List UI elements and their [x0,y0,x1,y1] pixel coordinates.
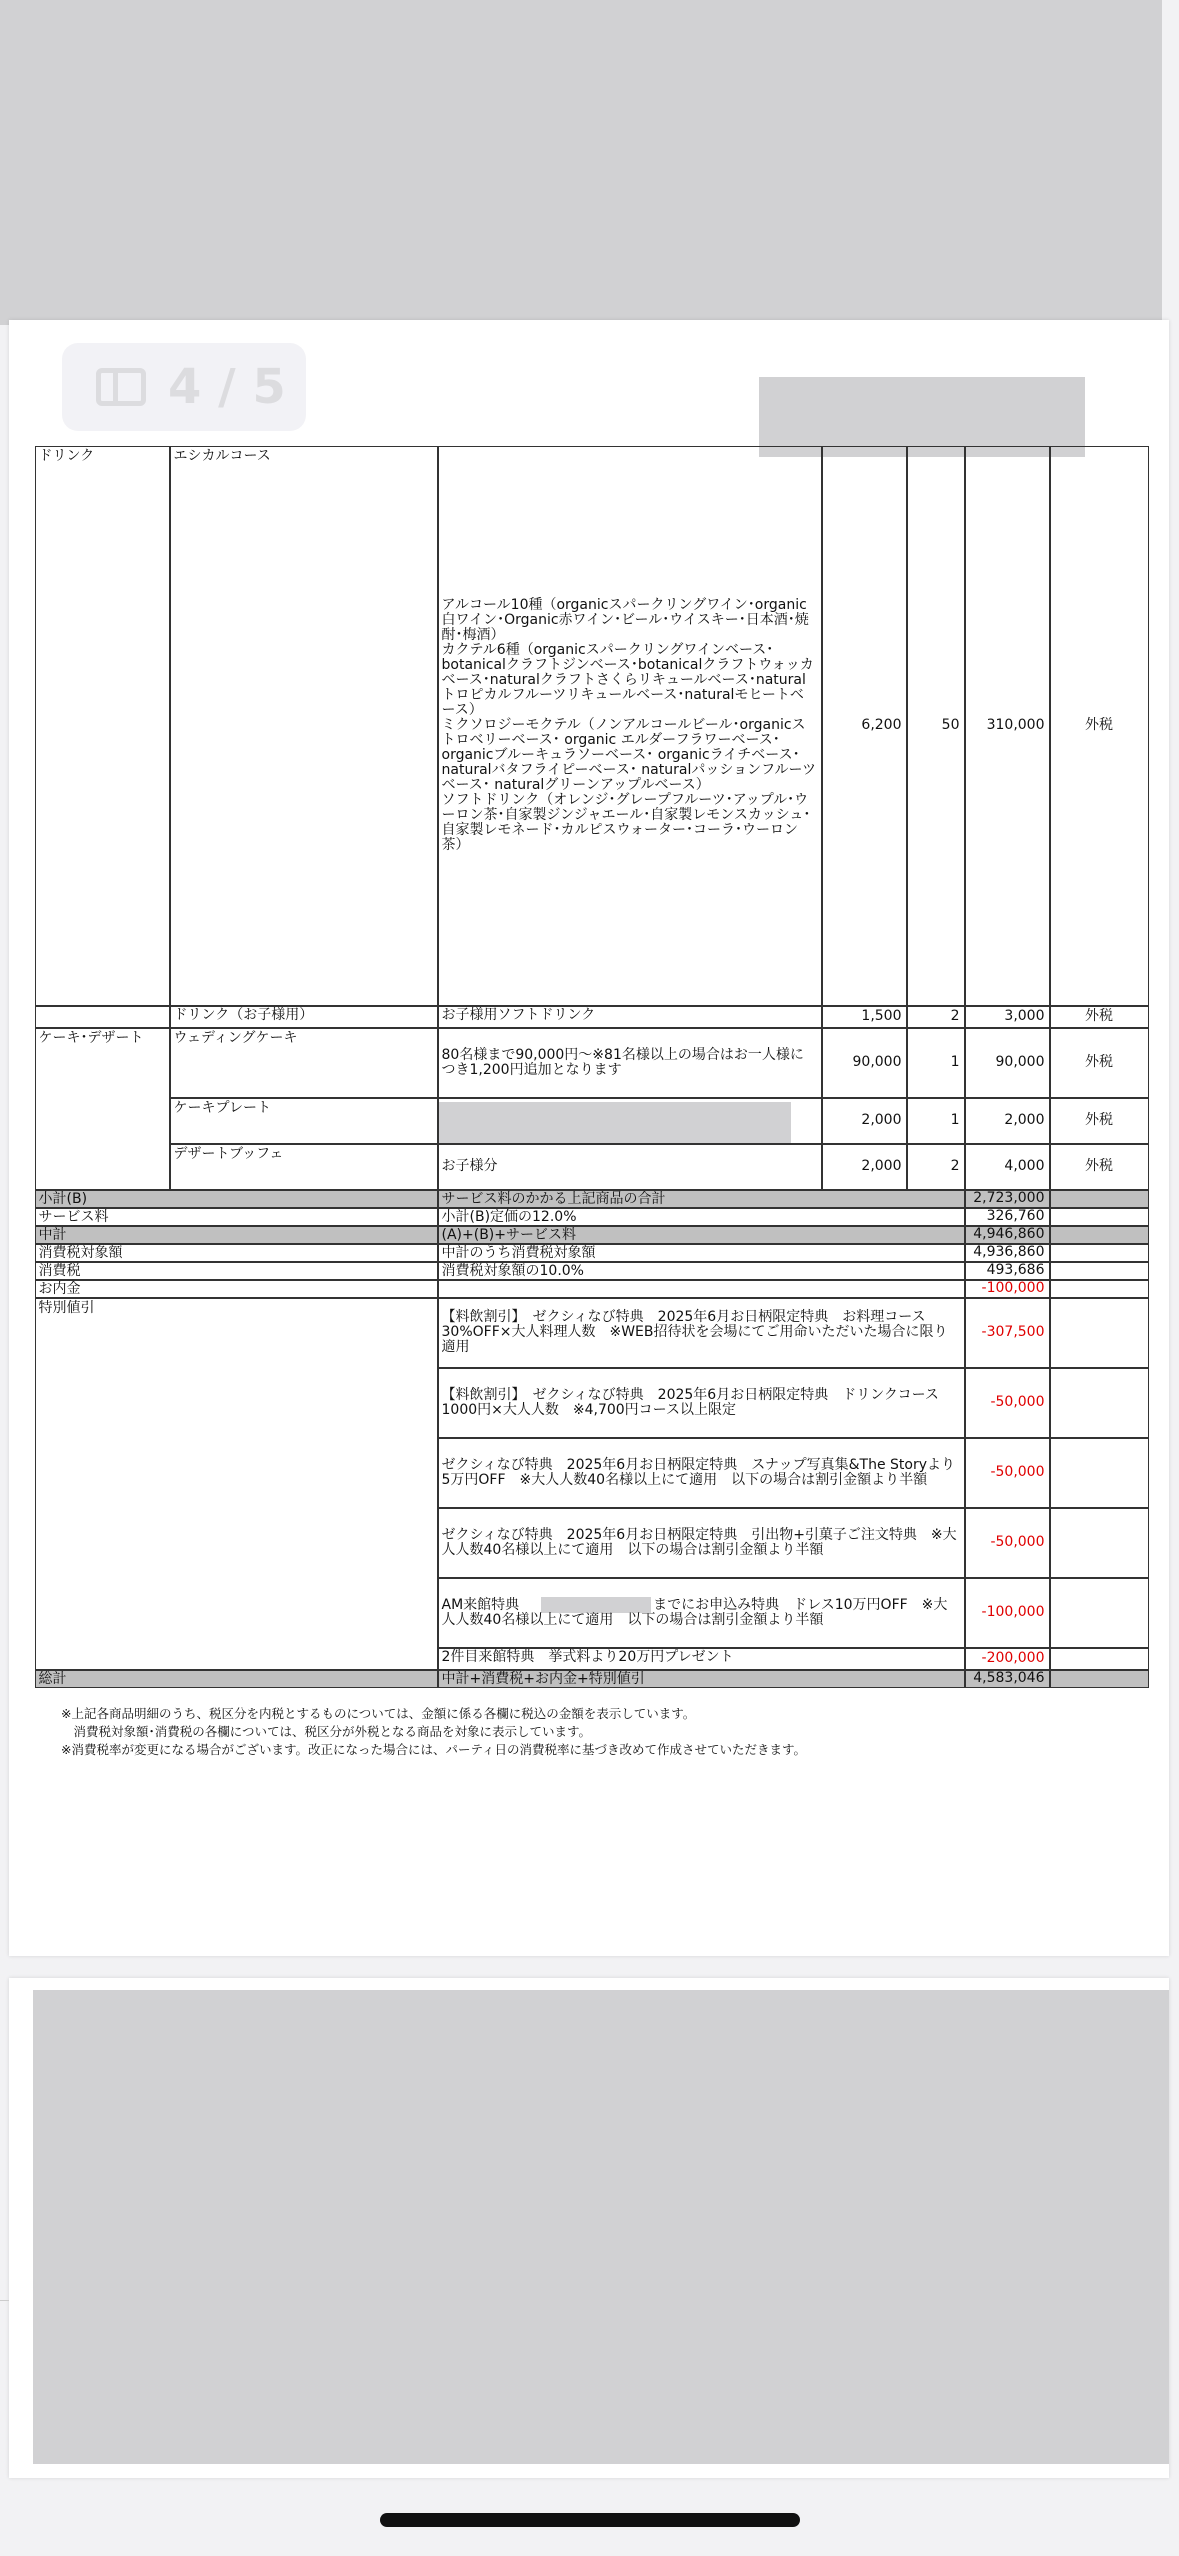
footnote: ※上記各商品明細のうち、税区分を内税とするものについては、金額に係る各欄に税込の金額を表示しています。 [61,1706,696,1721]
total-desc: 中計+消費税+お内金+特別値引 [438,1670,965,1688]
discount-amount: -50,000 [965,1368,1050,1438]
unit-price: 2,000 [822,1098,907,1144]
tax-type: 外税 [1050,1028,1149,1098]
tax-type: 外税 [1050,1144,1149,1190]
amount: 310,000 [965,446,1050,1006]
redacted-date [541,1597,651,1613]
tax-type: 外税 [1050,1098,1149,1144]
description-ethical-course: アルコール10種（organicスパークリングワイン･organic白ワイン･Organic赤ワイン･ビール･ウイスキー･日本酒･焼酎･梅酒） カクテル6種（organicスパークリングワインベース･botanicalクラフトジンベース･botanicalクラフトウォッカベース･naturalクラフトさくらリキュールベース･naturalトロピカルフルーツリキュールベース･naturalモヒートベース） ミクソロジーモクテル（ノンアルコールビール･organicストロベリーベース･ organic エルダーフラワーベース･organicブルーキュラソーベース･ organicライチベース･naturalバタフライピーベース･ naturalパッションフルーツベース･ naturalグリーンアップルベース） ソフトドリンク（オレンジ･グレープフルーツ･アップル･ウーロン茶･自家製ジンジャエール･自家製レモンスカッシュ･自家製レモネード･カルピスウォーター･コーラ･ウーロン茶） [438,446,822,1006]
special-discount-label: 特別値引 [35,1298,438,1670]
discount-desc: ゼクシィなび特典 2025年6月お日柄限定特典 スナップ写真集&The Storyより5万円OFF ※大人人数40名様以上にて適用 以下の場合は割引金額より半額 [438,1438,965,1508]
discount-amount: -50,000 [965,1438,1050,1508]
midtotal-blank [1050,1226,1149,1244]
discount-blank [1050,1578,1149,1648]
discount-amount: -100,000 [965,1578,1050,1648]
total-blank [1050,1670,1149,1688]
amount: 4,000 [965,1144,1050,1190]
discount-blank [1050,1508,1149,1578]
quantity: 1 [907,1098,965,1144]
redacted-description [439,1102,791,1144]
discount-desc: 【料飲割引】 ゼクシィなび特典 2025年6月お日柄限定特典 お料理コース30%OFF×大人料理人数 ※WEB招待状を会場にてご用命いただいた場合に限り適用 [438,1298,965,1368]
taxable-blank [1050,1244,1149,1262]
page-number: 4 / 5 [168,359,286,415]
tax-label: 消費税 [35,1262,438,1280]
tax-type: 外税 [1050,446,1149,1006]
description-cake-plate [438,1098,822,1144]
amount: 90,000 [965,1028,1050,1098]
item-drink-kids: ドリンク（お子様用） [170,1006,438,1028]
category-drink: ドリンク [35,446,170,1006]
discount-desc-suffix: までにお申込み特典 ドレス10万円OFF ※大人人数40名様以上にて適用 以下の場合は割引金額より半額 [441,1597,948,1628]
discount-blank [1050,1368,1149,1438]
midtotal-amount: 4,946,860 [965,1226,1050,1244]
amount: 3,000 [965,1006,1050,1028]
footnote: 消費税対象額･消費税の各欄については、税区分が外税となる商品を対象に表示しています。 [61,1724,592,1739]
discount-desc: ゼクシィなび特典 2025年6月お日柄限定特典 引出物+引菓子ご注文特典 ※大人人数40名様以上にて適用 以下の場合は割引金額より半額 [438,1508,965,1578]
taxable-amount: 4,936,860 [965,1244,1050,1262]
discount-desc: 【料飲割引】 ゼクシィなび特典 2025年6月お日柄限定特典 ドリンクコース1000円×大人人数 ※4,700円コース以上限定 [438,1368,965,1438]
midtotal-label: 中計 [35,1226,438,1244]
subtotal-blank [1050,1190,1149,1208]
total-label: 総計 [35,1670,438,1688]
unit-price: 90,000 [822,1028,907,1098]
deposit-desc [438,1280,965,1298]
quantity: 1 [907,1028,965,1098]
description-dessert-buffet: お子様分 [438,1144,822,1190]
description-drink-kids: お子様用ソフトドリンク [438,1006,822,1028]
item-dessert-buffet: デザートブッフェ [170,1144,438,1190]
quantity: 2 [907,1144,965,1190]
service-fee-amount: 326,760 [965,1208,1050,1226]
deposit-blank [1050,1280,1149,1298]
document-page[interactable] [9,320,1169,1956]
page-indicator [62,343,306,431]
footnotes [61,1705,806,1759]
document-page-next[interactable] [9,1978,1169,2478]
service-fee-blank [1050,1208,1149,1226]
category-drink-cont [35,1006,170,1028]
deposit-amount: -100,000 [965,1280,1050,1298]
unit-price: 2,000 [822,1144,907,1190]
divider [0,2300,9,2301]
unit-price: 1,500 [822,1006,907,1028]
discount-blank [1050,1648,1149,1670]
total-amount: 4,583,046 [965,1670,1050,1688]
taxable-desc: 中計のうち消費税対象額 [438,1244,965,1262]
tax-type: 外税 [1050,1006,1149,1028]
subtotal-desc: サービス料のかかる上記商品の合計 [438,1190,965,1208]
subtotal-label: 小計(B) [35,1190,438,1208]
quantity: 50 [907,446,965,1006]
tax-amount: 493,686 [965,1262,1050,1280]
item-wedding-cake: ウェディングケーキ [170,1028,438,1098]
sidebar-icon [96,368,146,406]
redacted-area-bottom [33,1990,1169,2464]
service-fee-label: サービス料 [35,1208,438,1226]
service-fee-desc: 小計(B)定価の12.0% [438,1208,965,1226]
deposit-label: お内金 [35,1280,438,1298]
footnote: ※消費税率が変更になる場合がございます。改正になった場合には、パーティ日の消費税率に基づき改めて作成させていただきます。 [61,1742,806,1757]
unit-price: 6,200 [822,446,907,1006]
estimate-table [35,446,1149,1686]
quantity: 2 [907,1006,965,1028]
tax-desc: 消費税対象額の10.0% [438,1262,965,1280]
discount-desc-prefix: AM来館特典 [441,1597,520,1613]
home-indicator[interactable] [380,2513,800,2527]
discount-desc-am-visit [438,1578,965,1648]
subtotal-amount: 2,723,000 [965,1190,1050,1208]
tax-blank [1050,1262,1149,1280]
discount-blank [1050,1298,1149,1368]
discount-amount: -307,500 [965,1298,1050,1368]
redacted-area-top [0,0,1162,325]
taxable-label: 消費税対象額 [35,1244,438,1262]
discount-blank [1050,1438,1149,1508]
discount-amount: -200,000 [965,1648,1050,1670]
discount-desc: 2件目来館特典 挙式料より20万円プレゼント [438,1648,965,1670]
amount: 2,000 [965,1098,1050,1144]
item-cake-plate: ケーキプレート [170,1098,438,1144]
category-cake-dessert: ケーキ･デザート [35,1028,170,1190]
item-ethical-course: エシカルコース [170,446,438,1006]
discount-amount: -50,000 [965,1508,1050,1578]
description-wedding-cake: 80名様まで90,000円～※81名様以上の場合はお一人様につき1,200円追加となります [438,1028,822,1098]
midtotal-desc: (A)+(B)+サービス料 [438,1226,965,1244]
